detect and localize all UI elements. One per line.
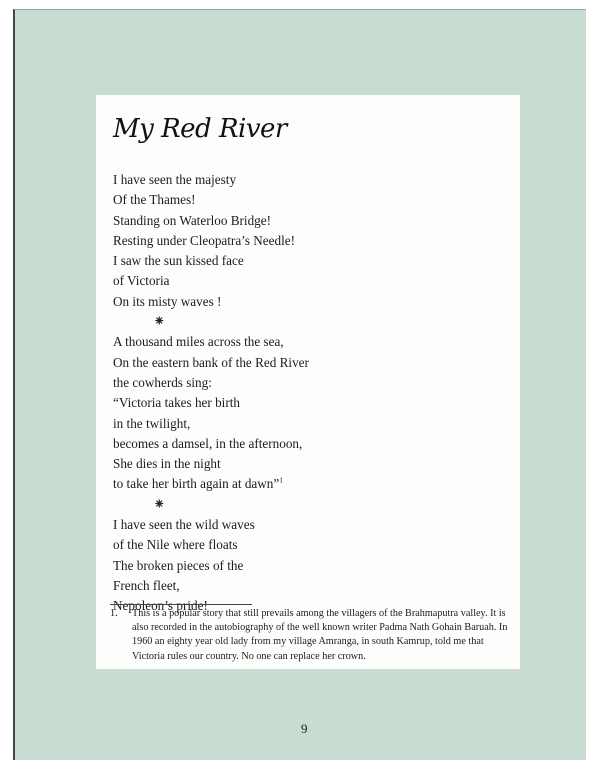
poem-line: I have seen the majesty <box>113 172 237 187</box>
footnote-number: 1. <box>110 608 118 619</box>
poem-line: On the eastern bank of the Red River <box>113 354 309 370</box>
footnote-divider <box>110 604 252 605</box>
poem-line: I have seen the wild waves <box>113 517 255 533</box>
stanza-3 <box>113 515 513 616</box>
footnote <box>110 607 508 664</box>
poem-line: of Victoria <box>113 273 170 289</box>
poem-line: Standing on Waterloo Bridge! <box>113 212 272 228</box>
poem-line-text: to take her birth again at dawn” <box>113 476 280 492</box>
poem-line: Of the Thames! <box>113 192 196 208</box>
stanza-1 <box>113 170 513 312</box>
footnote-text: This is a popular story that still prevails among the villagers of the Brahmaputra valley. It is also recorded in the autobiography of the well known writer Padma Nath Gohain Baruah. In 1960 an eighty year old lady from my village Amranga, in south Kamrup, told me that Victoria rules our country. No one can replace her crown. <box>132 608 508 662</box>
poem-line: “Victoria takes her birth <box>113 395 240 411</box>
poem-panel <box>96 95 520 669</box>
stanza-2 <box>113 332 513 494</box>
poem-line: Nepoleon’s pride! <box>113 598 208 614</box>
poem-title: My Red River <box>113 114 287 144</box>
footnote-reference: 1 <box>279 476 283 486</box>
poem-line <box>113 474 513 494</box>
poem-line: She dies in the night <box>113 456 221 472</box>
poem-line: French fleet, <box>113 577 180 593</box>
stanza-separator-icon: ⁕ <box>153 314 166 331</box>
poem-line: becomes a damsel, in the afternoon, <box>113 435 303 451</box>
poem-line: On its misty waves ! <box>113 293 222 309</box>
poem-line: the cowherds sing: <box>113 374 212 390</box>
poem-body <box>113 170 513 617</box>
poem-line: Resting under Cleopatra’s Needle! <box>113 232 296 248</box>
poem-line: The broken pieces of the <box>113 557 244 573</box>
poem-line: A thousand miles across the sea, <box>113 334 284 350</box>
poem-line: I saw the sun kissed face <box>113 253 244 269</box>
poem-line: in the twilight, <box>113 415 191 431</box>
stanza-separator-icon: ⁕ <box>153 496 166 513</box>
page-number: 9 <box>301 721 308 736</box>
poem-line: of the Nile where floats <box>113 537 238 553</box>
